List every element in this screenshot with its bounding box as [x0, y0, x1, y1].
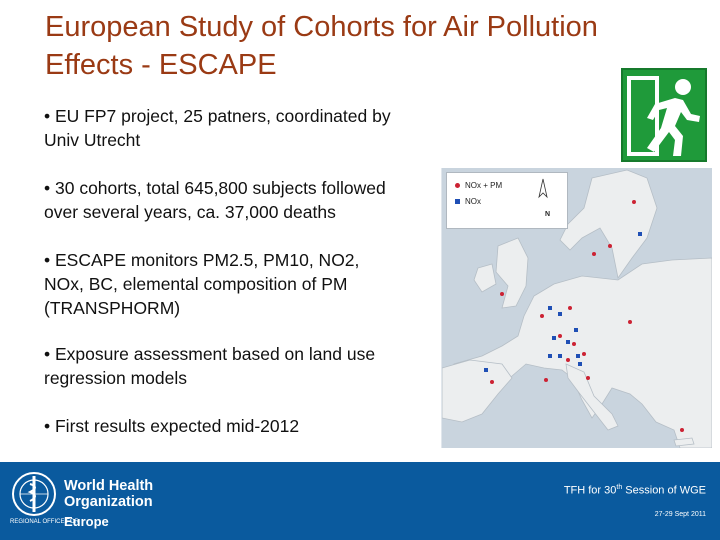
regional-office-label: REGIONAL OFFICE FOR	[10, 519, 79, 525]
site-nox-pm	[572, 342, 576, 346]
site-nox-pm	[586, 376, 590, 380]
site-nox-pm	[566, 358, 570, 362]
site-nox	[638, 232, 642, 236]
site-nox	[548, 354, 552, 358]
site-nox-pm	[680, 428, 684, 432]
scandinavia-land	[560, 170, 657, 278]
bullet-list	[44, 104, 444, 462]
legend-dot-blue	[455, 199, 460, 204]
site-nox-pm	[608, 244, 612, 248]
site-nox	[558, 354, 562, 358]
ireland-land	[474, 264, 496, 292]
site-nox-pm	[490, 380, 494, 384]
bullet-exposure: • Exposure assessment based on land use regression models	[44, 344, 376, 388]
iberia-land	[442, 360, 512, 422]
site-nox-pm	[568, 306, 572, 310]
site-nox	[552, 336, 556, 340]
region-label: Europe	[64, 514, 109, 529]
running-man-exit-icon	[623, 70, 705, 160]
site-nox-pm	[582, 352, 586, 356]
site-nox-pm	[558, 334, 562, 338]
site-nox	[548, 306, 552, 310]
exit-sign	[621, 68, 707, 162]
map-legend	[446, 172, 568, 229]
site-nox	[574, 328, 578, 332]
who-org-line1: World Health	[64, 478, 154, 494]
bullet-cohorts: • 30 cohorts, total 645,800 subjects followed over several years, ca. 37,000 deaths	[44, 178, 386, 222]
site-nox-pm	[540, 314, 544, 318]
site-nox	[578, 362, 582, 366]
session-label: TFH for 30th Session of WGE	[563, 484, 706, 497]
british-isles-land	[496, 238, 528, 308]
site-nox-pm	[628, 320, 632, 324]
site-nox-pm	[544, 378, 548, 382]
who-org-name	[64, 478, 153, 510]
site-nox	[558, 312, 562, 316]
date-label: 27-29 Sept 2011	[654, 511, 706, 518]
slide-title: European Study of Cohorts for Air Pollution Effects - ESCAPE	[45, 11, 598, 81]
bullet-eu-project: • EU FP7 project, 25 patners, coordinated by Univ Utrecht	[44, 106, 391, 150]
europe-map	[441, 168, 712, 448]
bullet-monitors: • ESCAPE monitors PM2.5, PM10, NO2, NOx, BC, elemental composition of PM (TRANSPHORM)	[44, 250, 360, 318]
north-label: N	[545, 211, 551, 218]
legend-dot-red	[455, 183, 460, 188]
site-nox	[576, 354, 580, 358]
legend-item-nox: NOx	[465, 197, 481, 206]
north-arrow-icon	[533, 177, 553, 207]
who-emblem-icon	[10, 470, 58, 518]
site-nox-pm	[592, 252, 596, 256]
legend-item-nox-pm: NOx + PM	[465, 181, 502, 190]
bullet-results: • First results expected mid-2012	[44, 416, 300, 436]
site-nox-pm	[632, 200, 636, 204]
site-nox	[484, 368, 488, 372]
site-nox	[566, 340, 570, 344]
site-nox-pm	[500, 292, 504, 296]
who-org-line2: Organization	[64, 494, 153, 510]
